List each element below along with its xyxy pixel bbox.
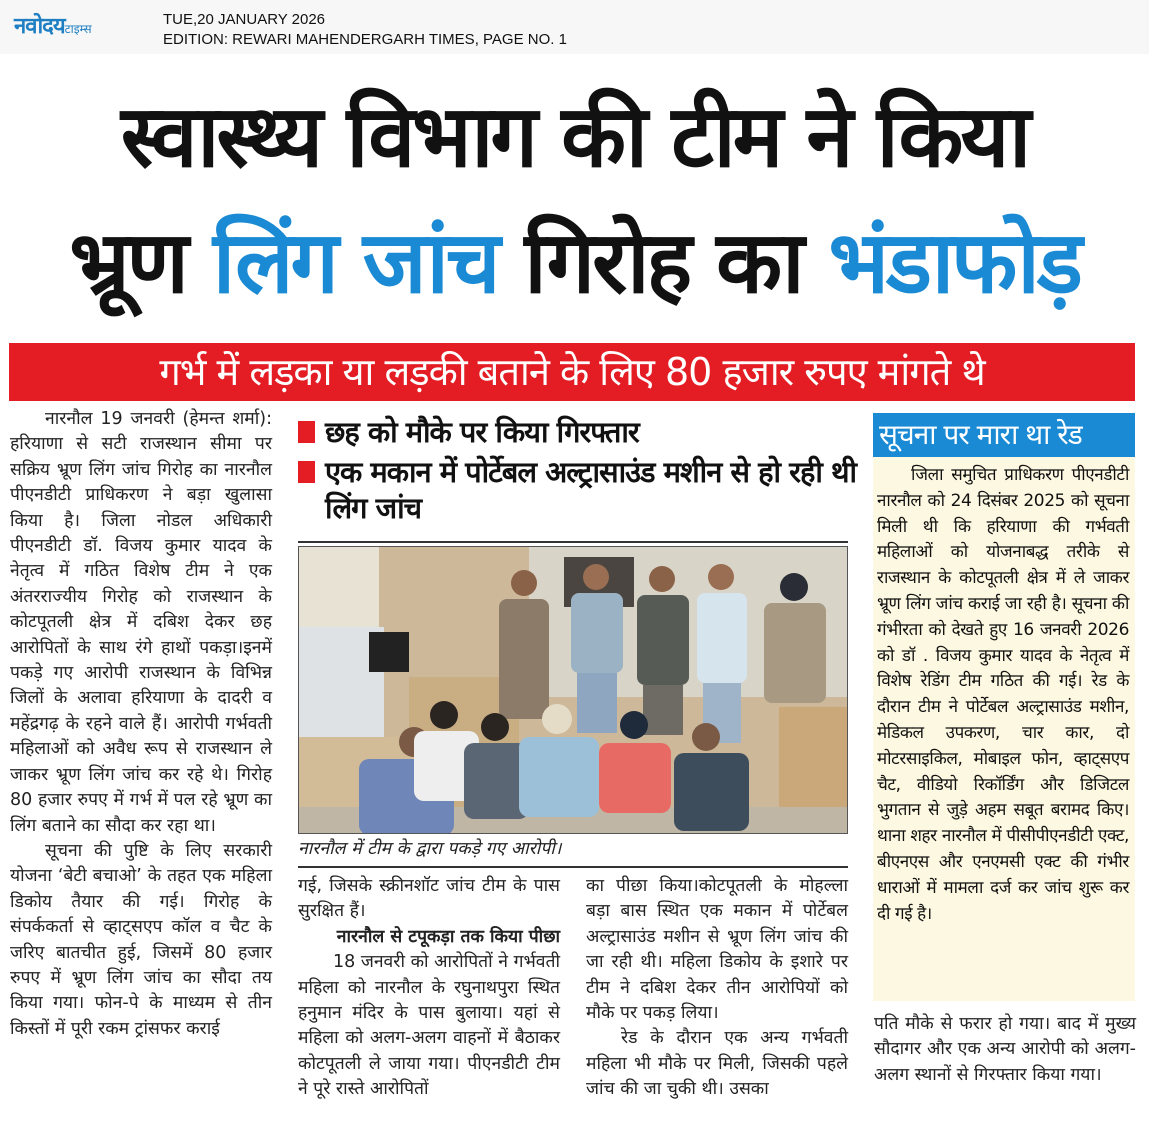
logo-main-text: नवोदय [14, 14, 65, 39]
article-subhead: नारनौल से टपूकड़ा तक किया पीछा [336, 926, 560, 947]
photo-caption: नारनौल में टीम के द्वारा पकड़े गए आरोपी। [298, 839, 562, 859]
highlight-text: छह को मौके पर किया गिरफ्तार [325, 415, 639, 449]
headline-word: गिरोह का [524, 213, 802, 313]
newspaper-logo [14, 10, 92, 40]
divider-line [298, 866, 848, 868]
article-paragraph: पति मौके से फरार हो गया। बाद में मुख्य सौदागर और एक अन्य आरोपी को अलग-अलग स्थानों से गिरफ्तार किया गया। [874, 1014, 1136, 1085]
red-square-bullet-icon [298, 461, 315, 483]
red-square-bullet-icon [298, 421, 315, 443]
highlight-item [298, 414, 858, 450]
logo-sub-text: टाइम्स [64, 22, 92, 36]
article-column-2 [298, 874, 560, 1103]
sidebar-info-box [873, 413, 1135, 1001]
masthead-bar [0, 0, 1149, 54]
article-paragraph: नारनौल 19 जनवरी (हेमन्त शर्मा): हरियाणा से सटी राजस्थान सीमा पर सक्रिय भ्रूण लिंग जांच गिरोह का नारनौल पीएनडीटी प्राधिकरण ने बड़ा खुलासा किया है। जिला नोडल अधिकारी पीएनडीटी डॉ. विजय कुमार यादव के नेतृत्व में गठित विशेष टीम ने एक अंतरराज्यीय गिरोह को राजस्थान के कोटपूतली क्षेत्र में दबिश देकर छह आरोपितों के साथ रंगे हाथों पकड़ा।इनमें पकड़े गए आरोपी राजस्थान के विभिन्न जिलों के अलावा हरियाणा के दादरी व महेंद्रगढ़ के रहने वाले हैं। आरोपी गर्भवती महिलाओं को अवैध रूप से राजस्थान ले जाकर भ्रूण लिंग जांच कर रहे थे। गिरोह 80 हजार रुपए में गर्भ में पल रहे भ्रूण का लिंग बताने का सौदा कर रहा था। [10, 409, 272, 836]
article-paragraph: गई, जिसके स्क्रीनशॉट जांच टीम के पास सुरक्षित हैं। [298, 876, 560, 922]
news-photo [298, 546, 848, 834]
highlight-item [298, 454, 858, 526]
sidebar-box-paragraph: जिला समुचित प्राधिकरण पीएनडीटी नारनौल को 24 दिसंबर 2025 को सूचना मिली थी कि हरियाणा की गर्भवती महिलाओं को योजनाबद्ध तरीके से राजस्थान के कोटपूतली क्षेत्र में ले जाकर भ्रूण लिंग जांच कराई जा रही है। सूचना की गंभीरता को देखते हुए 16 जनवरी 2026 को डॉ . विजय कुमार यादव के नेतृत्व में विशेष रेडिंग टीम गठित की गई। रेड के दौरान टीम ने पोर्टेबल अल्ट्रासाउंड मशीन, मेडिकल उपकरण, चार कार, दो मोटरसाइकिल, मोबाइल फोन, व्हाट्सएप चैट, वीडियो रिकॉर्डिंग और डिजिटल भुगतान से जुड़े अहम सबूत बरामद किए। थाना शहर नारनौल में पीसीपीएनडीटी एक्ट, बीएनएस और एनएमसी एक्ट की गंभीर धाराओं में मामला दर्ज कर जांच शुरू कर दी गई है। [877, 465, 1129, 924]
edition-info [163, 10, 567, 50]
group-photo-image [299, 547, 848, 834]
article-paragraph: रेड के दौरान एक अन्य गर्भवती महिला भी मौके पर मिली, जिसकी पहले जांच की जा चुकी थी। उसका [586, 1028, 848, 1100]
edition-name: EDITION: REWARI MAHENDERGARH TIMES, PAGE NO. 1 [163, 31, 567, 48]
headline-highlight: भंडाफोड़ [828, 213, 1080, 313]
headline-line-1: स्वास्थ्य विभाग की टीम ने किया [120, 87, 1029, 187]
article-column-4 [874, 1012, 1136, 1088]
highlight-text: एक मकान में पोर्टेबल अल्ट्रासाउंड मशीन से हो रही थी लिंग जांच [325, 455, 857, 525]
article-paragraph: सूचना की पुष्टि के लिए सरकारी योजना ‘बेटी बचाओ’ के तहत एक महिला डिकोय तैयार की गई। गिरोह के संपर्ककर्ता से व्हाट्सएप कॉल व चैट के जरिए बातचीत हुई, जिसमें 80 हजार रुपए में भ्रूण लिंग जांच का सौदा तय किया गया। फोन-पे के माध्यम से तीन किस्तों में पूरी रकम ट्रांसफर कराई [10, 840, 272, 1039]
sidebar-box-title: सूचना पर मारा था रेड [873, 413, 1135, 457]
headline-line-2 [0, 208, 1149, 318]
sidebar-box-body [873, 457, 1135, 927]
article-column-1 [10, 407, 272, 1042]
subheadline-banner: गर्भ में लड़का या लड़की बताने के लिए 80 हजार रुपए मांगते थे [9, 343, 1135, 401]
headline-word: भ्रूण [69, 213, 186, 313]
publication-date: TUE,20 JANUARY 2026 [163, 11, 326, 28]
article-paragraph: का पीछा किया।कोटपूतली के मोहल्ला बड़ा बास स्थित एक मकान में पोर्टेबल अल्ट्रासाउंड मशीन से भ्रूण लिंग जांच की जा रही थी। महिला डिकोय के इशारे पर टीम ने दबिश देकर तीन आरोपियों को मौके पर पकड़ लिया। [586, 876, 848, 1024]
article-paragraph: 18 जनवरी को आरोपितों ने गर्भवती महिला को नारनौल के रघुनाथपुरा स्थित हनुमान मंदिर के पास बुलाया। यहां से महिला को अलग-अलग वाहनों में बैठाकर कोटपूतली ले जाया गया। पीएनडीटी टीम ने पूरे रास्ते आरोपितों [298, 952, 560, 1100]
highlights-list [298, 414, 858, 530]
divider-line [298, 541, 848, 543]
article-column-3 [586, 874, 848, 1103]
headline-highlight: लिंग जांच [212, 213, 498, 313]
